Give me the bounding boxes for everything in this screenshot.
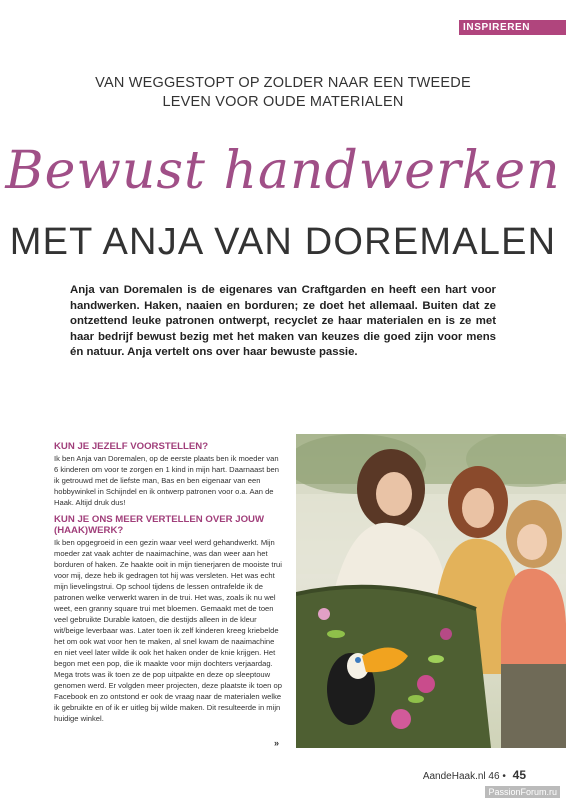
article-subhead [0,74,566,112]
script-title: Bewust handwerken [5,141,561,201]
article-photo [296,434,566,748]
section-heading-1: KUN JE JEZELF VOORSTELLEN? [54,441,209,452]
section-tag: INSPIREREN [459,20,566,35]
article-column [54,441,284,730]
page-footer [423,768,526,782]
section-body-2: Ik ben opgegroeid in een gezin waar veel werd gehandwerkt. Mijn moeder zat vaak achter de naaimachine, was dan weer aan het borduren of haken. Ze haakte ooit in mijn tienerjaren de mooiste trui voor mij, deze heb ik gedragen tot hij was versleten. Het was echt mijn lievelingstrui. Op school tijdens de lessen ontrafelde ik de patronen welke verwerkt waren in de trui. Het was, zoals ik nu wel weet, een granny square trui met bloemen. Gemaakt met de toen veel gebruikte Durable katoen, die destijds alleen in de kleur wit/beige leverbaar was. Later toen ik zelf kinderen kreeg kriebelde het om ook wat voor hen te maken, al snel kwam de naaimachine en niet veel later wilde ik ook het haken onder de knie krijgen. Het begon met een pop, die ik maakte voor mijn dochters verjaardag. Mega trots was ik toen ze de pop uitpakte en deze op sleeptouw genomen werd. Er volgden meer projecten, deze plaatste ik toen op Facebook en zo ontstond er ook de vraag naar de materialen welke ik gebruikte en of ik er uitleg bij wilde maken. Dit resulteerde in mijn huidige winkel. [54,538,282,723]
watermark: PassionForum.ru [485,786,560,798]
footer-site: AandeHaak.nl 46 [422,771,500,782]
section-heading-2: KUN JE ONS MEER VERTELLEN OVER JOUW (HAAK)WERK? [54,514,265,536]
section-body-1: Ik ben Anja van Doremalen, op de eerste plaats ben ik moeder van 6 kinderen om voor te zorgen en 1 kind in mijn hart. Daarnaast ben ik getrouwd met de liefste man, Bas en ben eigenaar van een hobbywinkel in Schijndel en ik ontwerp patronen voor o.a. Aan de Haak. Altijd druk dus! [54,454,279,507]
footer-bullet: • [502,771,506,782]
main-title: MET ANJA VAN DOREMALEN [9,221,557,263]
page-number: 45 [512,768,526,782]
subhead-line-2: LEVEN VOOR OUDE MATERIALEN [162,94,404,110]
intro-paragraph: Anja van Doremalen is de eigenares van Craftgarden en heeft een hart voor handwerken. Haken, naaien en borduren; ze doet het allemaal. Buiten dat ze ontzettend leuke patronen ontwerpt, recyclet ze haar materialen en is ze met haar bedrijf bewust bezig met het maken van keuzes die goed zijn voor mens én natuur. Anja vertelt ons over haar bewuste passie. [70,284,496,359]
photo-illustration [296,434,566,748]
subhead-line-1: VAN WEGGESTOPT OP ZOLDER NAAR EEN TWEEDE [95,75,471,91]
continue-mark: » [274,738,280,748]
